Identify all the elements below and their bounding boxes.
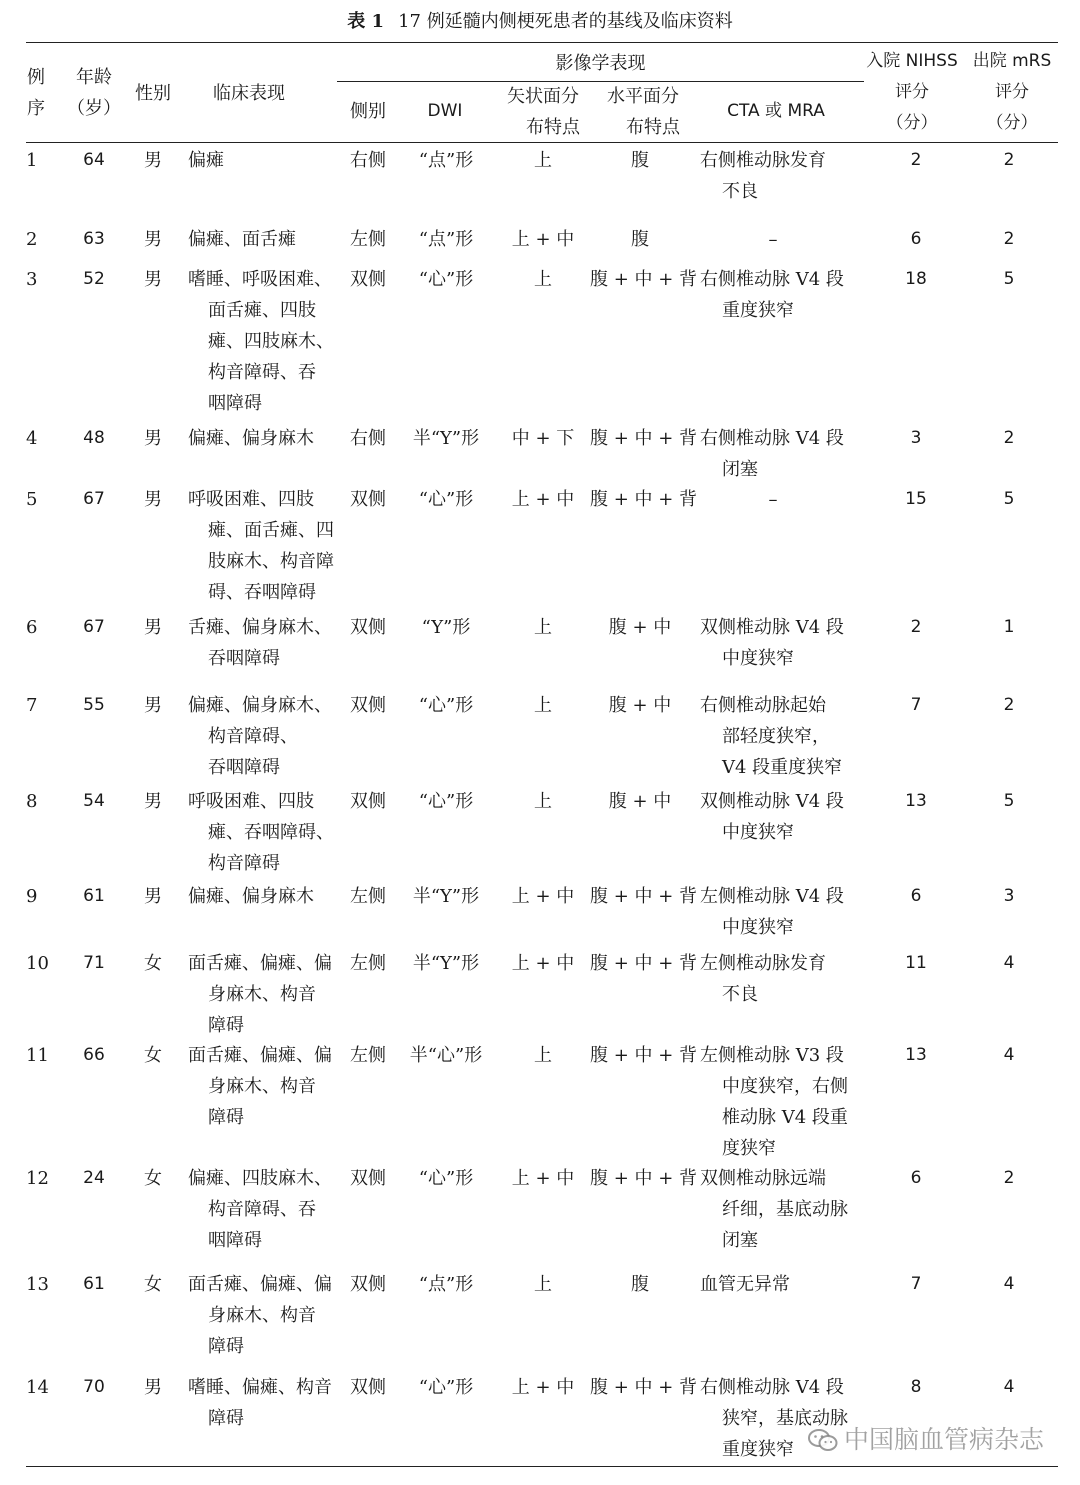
clinical-line: 呼吸困难、四肢 bbox=[188, 791, 314, 812]
cell-dwi: “心”形 bbox=[418, 269, 474, 290]
cta-line: 右侧椎动脉起始 bbox=[700, 695, 826, 716]
header-age bbox=[62, 62, 126, 124]
clinical-line: 构音障碍 bbox=[208, 853, 280, 874]
cell-side: 左侧 bbox=[350, 1045, 386, 1066]
cell-sagittal: 上 bbox=[534, 1274, 552, 1295]
cell-case: 8 bbox=[26, 791, 38, 812]
cell-nihss: 2 bbox=[910, 150, 922, 170]
cell-sagittal: 上 bbox=[534, 695, 552, 716]
cell-nihss: 2 bbox=[910, 617, 922, 637]
clinical-line: 面舌瘫、偏瘫、偏 bbox=[188, 1274, 332, 1295]
cell-mrs: 2 bbox=[1003, 1168, 1015, 1188]
cell-sagittal: 中 + 下 bbox=[511, 428, 575, 449]
cell-side: 双侧 bbox=[350, 489, 386, 510]
cta-line: 椎动脉 V4 段重 bbox=[722, 1107, 848, 1128]
cell-sagittal: 上 bbox=[534, 617, 552, 638]
clinical-line: 障碍 bbox=[208, 1408, 244, 1429]
cell-dwi: “点”形 bbox=[418, 150, 474, 171]
cta-line: 右侧椎动脉 V4 段 bbox=[700, 1377, 844, 1398]
cell-horizontal: 腹 + 中 bbox=[608, 791, 672, 812]
cell-age: 54 bbox=[83, 791, 105, 811]
cell-case: 14 bbox=[26, 1377, 49, 1398]
cta-line: V4 段重度狭窄 bbox=[722, 757, 843, 778]
cell-sagittal: 上 bbox=[534, 791, 552, 812]
cell-clinical bbox=[188, 224, 336, 255]
cta-line: 中度狭窄 bbox=[722, 648, 794, 669]
cell-sex: 女 bbox=[144, 1045, 162, 1066]
cell-dwi: “心”形 bbox=[418, 489, 474, 510]
cell-age: 61 bbox=[83, 886, 105, 906]
clinical-line: 偏瘫、偏身麻木 bbox=[188, 428, 314, 449]
cell-horizontal: 腹 + 中 + 背 bbox=[590, 428, 698, 449]
cell-clinical bbox=[188, 1269, 336, 1362]
cell-side: 双侧 bbox=[350, 791, 386, 812]
cell-case: 5 bbox=[26, 489, 38, 510]
cell-side: 双侧 bbox=[350, 1168, 386, 1189]
cell-cta bbox=[700, 1163, 868, 1256]
cell-dwi: 半“Y”形 bbox=[412, 953, 480, 974]
cell-case: 10 bbox=[26, 953, 49, 974]
header-cta: CTA 或 MRA bbox=[727, 101, 825, 121]
cell-side: 右侧 bbox=[350, 428, 386, 449]
cell-mrs: 4 bbox=[1003, 953, 1015, 973]
cell-age: 55 bbox=[83, 695, 105, 715]
cell-clinical bbox=[188, 1163, 336, 1256]
cell-horizontal: 腹 + 中 + 背 bbox=[590, 1168, 698, 1189]
cell-age: 24 bbox=[83, 1168, 105, 1188]
cell-case: 1 bbox=[26, 150, 38, 171]
clinical-line: 呼吸困难、四肢 bbox=[188, 489, 314, 510]
cell-clinical bbox=[188, 145, 336, 176]
header-clinical: 临床表现 bbox=[213, 83, 285, 104]
clinical-line: 吞咽障碍 bbox=[208, 648, 280, 669]
cell-nihss: 13 bbox=[905, 791, 927, 811]
header-nihss-line: （分） bbox=[886, 113, 938, 133]
clinical-line: 偏瘫 bbox=[188, 150, 224, 171]
clinical-line: 面舌瘫、四肢 bbox=[208, 300, 316, 321]
header-mrs-line: 评分 bbox=[995, 82, 1029, 102]
header-imaging: 影像学表现 bbox=[555, 53, 646, 74]
cell-nihss: 3 bbox=[910, 428, 922, 448]
cell-sex: 男 bbox=[144, 428, 162, 449]
cell-dwi: “心”形 bbox=[418, 1377, 474, 1398]
cell-horizontal: 腹 bbox=[631, 150, 649, 171]
table-caption-text: 17 例延髓内侧梗死患者的基线及临床资料 bbox=[398, 11, 733, 32]
cell-sex: 男 bbox=[144, 791, 162, 812]
cell-mrs: 5 bbox=[1003, 489, 1015, 509]
table-caption-label: 表 1 bbox=[347, 11, 385, 32]
cta-line: – bbox=[768, 229, 778, 250]
cell-side: 左侧 bbox=[350, 953, 386, 974]
cell-sex: 男 bbox=[144, 1377, 162, 1398]
cell-mrs: 2 bbox=[1003, 229, 1015, 249]
header-horizontal bbox=[596, 81, 690, 143]
cta-line: 度狭窄 bbox=[722, 1138, 776, 1159]
cta-line: 狭窄，基底动脉 bbox=[722, 1408, 848, 1429]
cell-mrs: 2 bbox=[1003, 695, 1015, 715]
cell-nihss: 13 bbox=[905, 1045, 927, 1065]
cell-nihss: 8 bbox=[910, 1377, 922, 1397]
cell-horizontal: 腹 + 中 + 背 bbox=[590, 1377, 698, 1398]
cell-age: 63 bbox=[83, 229, 105, 249]
cell-cta bbox=[700, 948, 868, 1010]
cell-horizontal: 腹 + 中 + 背 bbox=[590, 1045, 698, 1066]
cell-age: 70 bbox=[83, 1377, 105, 1397]
cta-line: 右侧椎动脉 V4 段 bbox=[700, 428, 844, 449]
cell-dwi: “Y”形 bbox=[421, 617, 471, 638]
cell-cta bbox=[700, 1040, 868, 1164]
cta-line: – bbox=[768, 489, 778, 510]
cell-horizontal: 腹 + 中 + 背 bbox=[590, 489, 698, 510]
cell-mrs: 4 bbox=[1003, 1045, 1015, 1065]
cell-dwi: “心”形 bbox=[418, 1168, 474, 1189]
header-sagittal-line: 矢状面分 bbox=[507, 86, 579, 107]
cell-horizontal: 腹 + 中 + 背 bbox=[590, 886, 698, 907]
cell-clinical bbox=[188, 786, 336, 879]
header-nihss bbox=[860, 46, 964, 139]
cell-age: 71 bbox=[83, 953, 105, 973]
cell-side: 左侧 bbox=[350, 886, 386, 907]
cell-sagittal: 上 + 中 bbox=[511, 1377, 575, 1398]
header-case bbox=[20, 62, 52, 124]
cell-case: 4 bbox=[26, 428, 38, 449]
cta-line: 右侧椎动脉发育 bbox=[700, 150, 826, 171]
clinical-line: 身麻木、构音 bbox=[208, 1076, 316, 1097]
clinical-line: 肢麻木、构音障 bbox=[208, 551, 334, 572]
cell-side: 双侧 bbox=[350, 1274, 386, 1295]
cell-nihss: 6 bbox=[910, 886, 922, 906]
cell-mrs: 1 bbox=[1003, 617, 1015, 637]
cell-cta bbox=[700, 1269, 868, 1300]
clinical-line: 身麻木、构音 bbox=[208, 984, 316, 1005]
cell-sex: 女 bbox=[144, 953, 162, 974]
cell-cta bbox=[700, 145, 868, 207]
cell-nihss: 6 bbox=[910, 229, 922, 249]
cta-line: 左侧椎动脉 V3 段 bbox=[700, 1045, 844, 1066]
clinical-line: 障碍 bbox=[208, 1015, 244, 1036]
header-nihss-line: 入院 NIHSS bbox=[866, 51, 958, 71]
cell-horizontal: 腹 bbox=[631, 229, 649, 250]
cell-mrs: 2 bbox=[1003, 150, 1015, 170]
clinical-line: 嗜睡、偏瘫、构音 bbox=[188, 1377, 332, 1398]
clinical-line: 面舌瘫、偏瘫、偏 bbox=[188, 1045, 332, 1066]
header-horizontal-line: 水平面分 bbox=[607, 86, 679, 107]
clinical-line: 嗜睡、呼吸困难、 bbox=[188, 269, 332, 290]
table-bottom-rule bbox=[26, 1466, 1058, 1467]
cell-clinical bbox=[188, 612, 336, 674]
header-case-line: 序 bbox=[27, 98, 45, 119]
clinical-line: 瘫、吞咽障碍、 bbox=[208, 822, 334, 843]
cell-dwi: “点”形 bbox=[418, 229, 474, 250]
cta-line: 部轻度狭窄， bbox=[722, 726, 830, 747]
cell-clinical bbox=[188, 264, 336, 419]
header-horizontal-line: 布特点 bbox=[626, 117, 680, 138]
cell-cta bbox=[700, 786, 868, 848]
cell-horizontal: 腹 bbox=[631, 1274, 649, 1295]
cell-case: 3 bbox=[26, 269, 38, 290]
cell-sex: 男 bbox=[144, 269, 162, 290]
cell-case: 9 bbox=[26, 886, 38, 907]
header-age-line: 年龄 bbox=[76, 67, 112, 88]
cell-side: 双侧 bbox=[350, 617, 386, 638]
clinical-line: 构音障碍、 bbox=[208, 726, 298, 747]
cell-age: 67 bbox=[83, 617, 105, 637]
clinical-line: 偏瘫、偏身麻木、 bbox=[188, 695, 332, 716]
cell-dwi: “心”形 bbox=[418, 695, 474, 716]
clinical-line: 瘫、四肢麻木、 bbox=[208, 331, 334, 352]
cell-sex: 女 bbox=[144, 1168, 162, 1189]
cell-dwi: “点”形 bbox=[418, 1274, 474, 1295]
cell-nihss: 7 bbox=[910, 695, 922, 715]
header-age-line: （岁） bbox=[67, 98, 121, 119]
cell-sex: 男 bbox=[144, 617, 162, 638]
cell-clinical bbox=[188, 484, 336, 608]
cell-sex: 男 bbox=[144, 150, 162, 171]
table-top-rule bbox=[26, 42, 1058, 43]
cell-dwi: 半“Y”形 bbox=[412, 886, 480, 907]
cta-line: 中度狭窄，右侧 bbox=[722, 1076, 848, 1097]
cta-line: 中度狭窄 bbox=[722, 917, 794, 938]
header-side: 侧别 bbox=[350, 101, 386, 122]
cta-line: 双侧椎动脉 V4 段 bbox=[700, 617, 844, 638]
cell-side: 左侧 bbox=[350, 229, 386, 250]
clinical-line: 偏瘫、面舌瘫 bbox=[188, 229, 296, 250]
clinical-line: 障碍 bbox=[208, 1107, 244, 1128]
cell-sagittal: 上 + 中 bbox=[511, 489, 575, 510]
cell-dwi: 半“心”形 bbox=[409, 1045, 483, 1066]
cell-case: 12 bbox=[26, 1168, 49, 1189]
clinical-line: 身麻木、构音 bbox=[208, 1305, 316, 1326]
cell-side: 双侧 bbox=[350, 269, 386, 290]
cell-dwi: “心”形 bbox=[418, 791, 474, 812]
cell-clinical bbox=[188, 1040, 336, 1133]
cell-sex: 男 bbox=[144, 886, 162, 907]
cell-nihss: 18 bbox=[905, 269, 927, 289]
cell-case: 6 bbox=[26, 617, 38, 638]
cell-cta bbox=[700, 264, 868, 326]
cell-cta bbox=[700, 690, 868, 783]
header-mrs-line: （分） bbox=[986, 113, 1038, 133]
cta-line: 左侧椎动脉 V4 段 bbox=[700, 886, 844, 907]
cell-age: 61 bbox=[83, 1274, 105, 1294]
cta-line: 不良 bbox=[722, 181, 758, 202]
cell-clinical bbox=[188, 948, 336, 1041]
cell-side: 右侧 bbox=[350, 150, 386, 171]
header-sex: 性别 bbox=[135, 83, 171, 104]
watermark-text: 中国脑血管病杂志 bbox=[844, 1425, 1045, 1454]
cell-age: 66 bbox=[83, 1045, 105, 1065]
clinical-line: 构音障碍、吞 bbox=[208, 362, 316, 383]
cell-sagittal: 上 bbox=[534, 269, 552, 290]
cell-sex: 男 bbox=[144, 695, 162, 716]
clinical-line: 吞咽障碍 bbox=[208, 757, 280, 778]
cell-horizontal: 腹 + 中 + 背 bbox=[590, 269, 698, 290]
cell-age: 67 bbox=[83, 489, 105, 509]
cell-clinical bbox=[188, 423, 336, 454]
cta-line: 中度狭窄 bbox=[722, 822, 794, 843]
clinical-line: 舌瘫、偏身麻木、 bbox=[188, 617, 332, 638]
cta-line: 双侧椎动脉 V4 段 bbox=[700, 791, 844, 812]
cell-sex: 女 bbox=[144, 1274, 162, 1295]
cell-case: 7 bbox=[26, 695, 38, 716]
cell-horizontal: 腹 + 中 bbox=[608, 695, 672, 716]
clinical-line: 偏瘫、四肢麻木、 bbox=[188, 1168, 332, 1189]
cta-line: 闭塞 bbox=[722, 1230, 758, 1251]
cell-horizontal: 腹 + 中 + 背 bbox=[590, 953, 698, 974]
cell-nihss: 6 bbox=[910, 1168, 922, 1188]
cell-nihss: 15 bbox=[905, 489, 927, 509]
clinical-line: 偏瘫、偏身麻木 bbox=[188, 886, 314, 907]
clinical-line: 碍、吞咽障碍 bbox=[208, 582, 316, 603]
cell-mrs: 2 bbox=[1003, 428, 1015, 448]
cta-line: 闭塞 bbox=[722, 459, 758, 480]
clinical-line: 面舌瘫、偏瘫、偏 bbox=[188, 953, 332, 974]
header-mrs-line: 出院 mRS bbox=[972, 51, 1052, 71]
cell-cta bbox=[700, 484, 868, 515]
cell-age: 48 bbox=[83, 428, 105, 448]
cta-line: 重度狭窄 bbox=[722, 1439, 794, 1460]
header-mrs bbox=[966, 46, 1058, 139]
cell-case: 13 bbox=[26, 1274, 49, 1295]
cell-mrs: 5 bbox=[1003, 269, 1015, 289]
cell-cta bbox=[700, 224, 868, 255]
clinical-line: 瘫、面舌瘫、四 bbox=[208, 520, 334, 541]
cta-line: 右侧椎动脉 V4 段 bbox=[700, 269, 844, 290]
cta-line: 双侧椎动脉远端 bbox=[700, 1168, 826, 1189]
cell-mrs: 3 bbox=[1003, 886, 1015, 906]
header-sagittal bbox=[496, 81, 590, 143]
clinical-line: 障碍 bbox=[208, 1336, 244, 1357]
cell-nihss: 11 bbox=[905, 953, 927, 973]
cta-line: 血管无异常 bbox=[700, 1274, 790, 1295]
cta-line: 不良 bbox=[722, 984, 758, 1005]
cell-side: 双侧 bbox=[350, 695, 386, 716]
cta-line: 纤细，基底动脉 bbox=[722, 1199, 848, 1220]
cell-clinical bbox=[188, 690, 336, 783]
cell-sagittal: 上 + 中 bbox=[511, 1168, 575, 1189]
cell-case: 11 bbox=[26, 1045, 49, 1066]
cell-sagittal: 上 bbox=[534, 150, 552, 171]
cell-horizontal: 腹 + 中 bbox=[608, 617, 672, 638]
cell-nihss: 7 bbox=[910, 1274, 922, 1294]
cell-clinical bbox=[188, 1372, 336, 1434]
cell-sex: 男 bbox=[144, 229, 162, 250]
clinical-line: 咽障碍 bbox=[208, 1230, 262, 1251]
header-nihss-line: 评分 bbox=[895, 82, 929, 102]
cell-mrs: 5 bbox=[1003, 791, 1015, 811]
cell-dwi: 半“Y”形 bbox=[412, 428, 480, 449]
cell-cta bbox=[700, 881, 868, 943]
header-dwi: DWI bbox=[427, 101, 463, 121]
cell-age: 64 bbox=[83, 150, 105, 170]
cell-sex: 男 bbox=[144, 489, 162, 510]
header-case-line: 例 bbox=[27, 67, 45, 88]
cell-cta bbox=[700, 423, 868, 485]
cell-sagittal: 上 + 中 bbox=[511, 886, 575, 907]
cell-sagittal: 上 + 中 bbox=[511, 953, 575, 974]
wechat-icon bbox=[808, 1428, 838, 1454]
cell-case: 2 bbox=[26, 229, 38, 250]
cell-age: 52 bbox=[83, 269, 105, 289]
cell-clinical bbox=[188, 881, 336, 912]
watermark bbox=[808, 1420, 1044, 1456]
clinical-line: 构音障碍、吞 bbox=[208, 1199, 316, 1220]
cell-sagittal: 上 bbox=[534, 1045, 552, 1066]
cell-sagittal: 上 + 中 bbox=[511, 229, 575, 250]
cell-side: 双侧 bbox=[350, 1377, 386, 1398]
clinical-line: 咽障碍 bbox=[208, 393, 262, 414]
cell-mrs: 4 bbox=[1003, 1274, 1015, 1294]
table-caption bbox=[0, 8, 1080, 36]
cell-cta bbox=[700, 612, 868, 674]
cta-line: 重度狭窄 bbox=[722, 300, 794, 321]
header-sagittal-line: 布特点 bbox=[526, 117, 580, 138]
cta-line: 左侧椎动脉发育 bbox=[700, 953, 826, 974]
cell-mrs: 4 bbox=[1003, 1377, 1015, 1397]
